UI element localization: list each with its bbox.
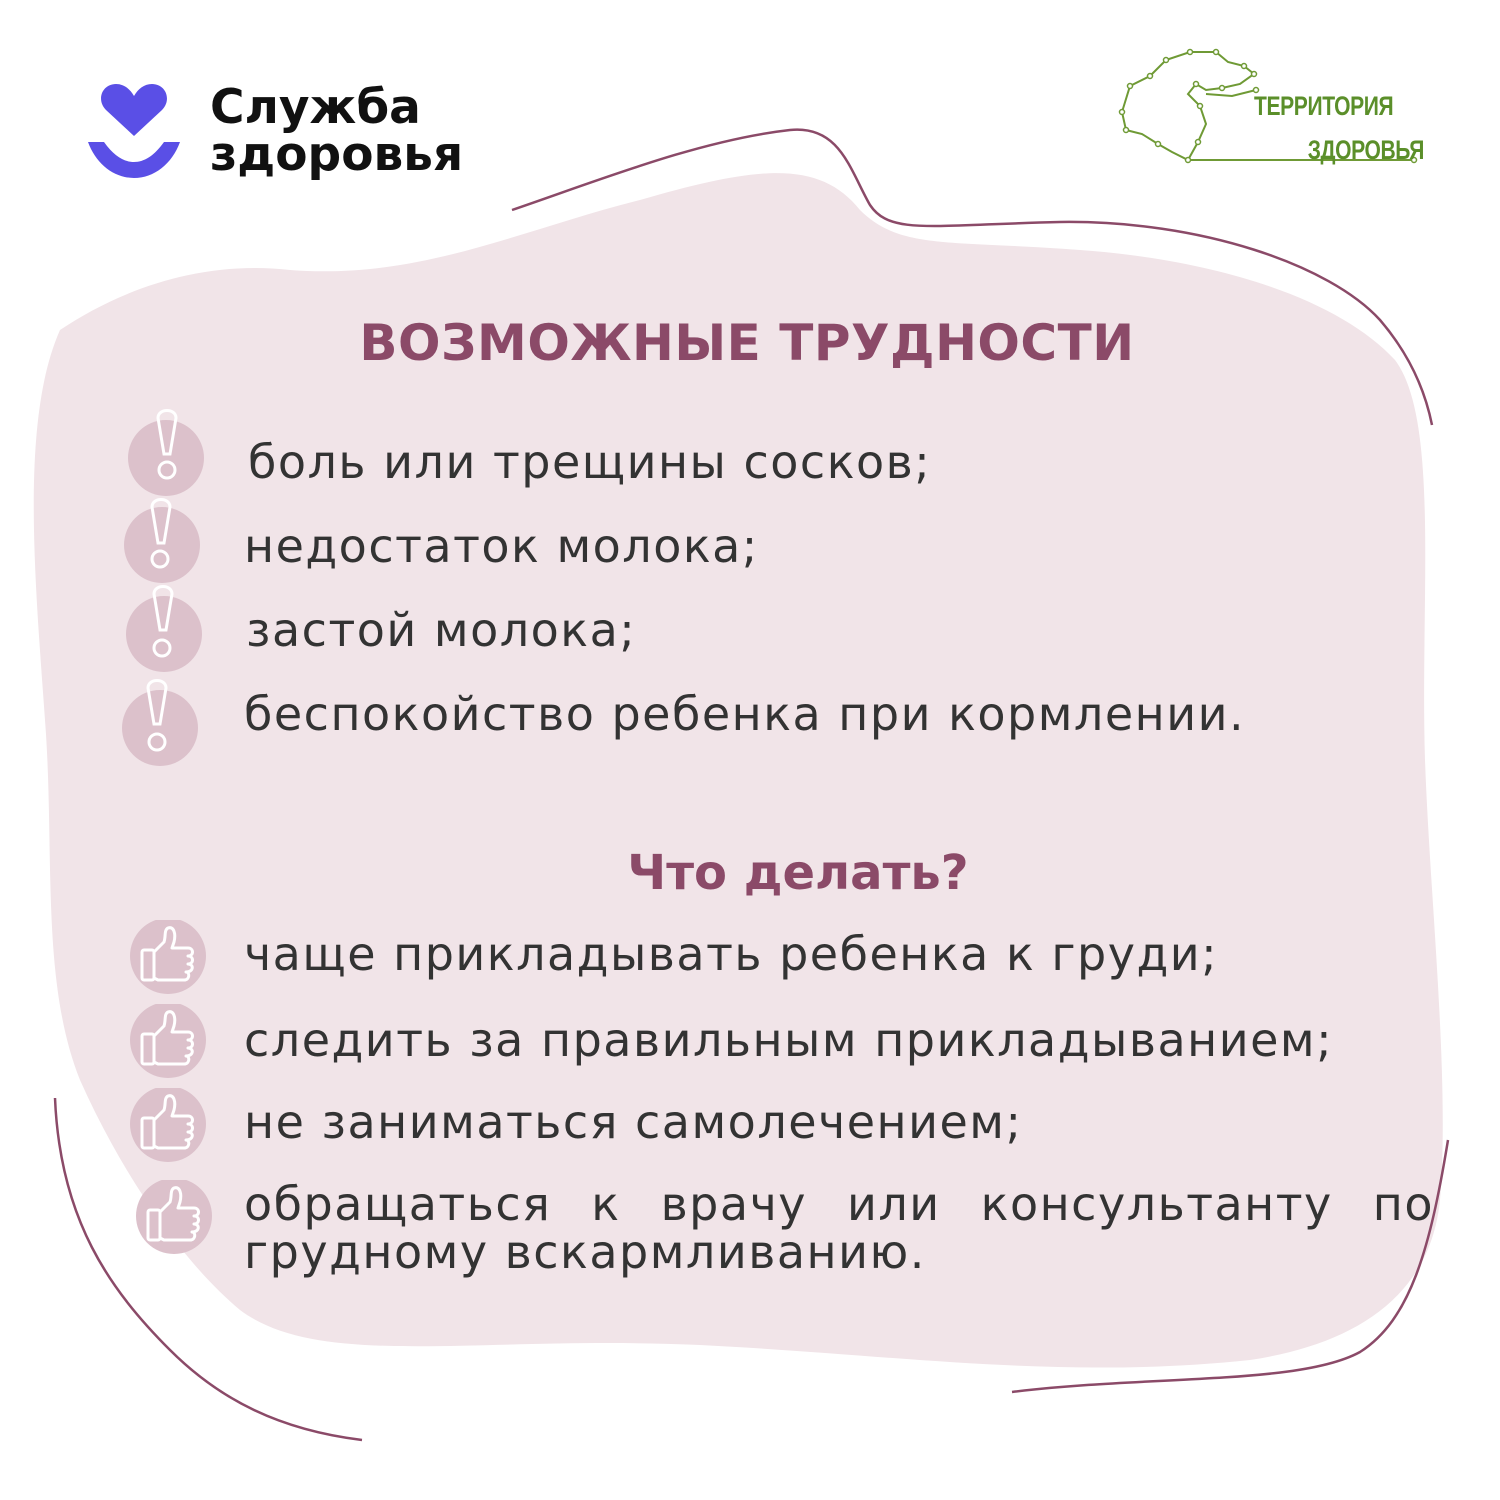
thumbs-up-icon xyxy=(128,920,220,1012)
list-item xyxy=(128,1004,1458,1094)
difficulty-text: беспокойство ребенка при кормлении. xyxy=(244,687,1246,741)
difficulties-title: ВОЗМОЖНЫЕ ТРУДНОСТИ xyxy=(359,314,1135,372)
what-to-do-title: Что делать? xyxy=(627,845,969,901)
action-text: следить за правильным прикладыванием; xyxy=(244,1013,1334,1067)
difficulty-text: боль или трещины сосков; xyxy=(248,435,932,489)
exclamation-icon xyxy=(120,495,212,587)
brand-right-name xyxy=(1254,84,1424,172)
heart-smile-logo-icon xyxy=(84,80,184,180)
list-item xyxy=(122,582,1452,672)
brand-left xyxy=(84,80,504,190)
list-item xyxy=(118,676,1448,766)
action-text: обращаться к врачу или консультанту по грудному вскармливанию. xyxy=(244,1177,1434,1279)
brand-right-name-line1: ТЕРРИТОРИЯ xyxy=(1254,91,1394,121)
brand-left-name xyxy=(210,80,464,182)
exclamation-icon xyxy=(122,582,214,674)
exclamation-icon xyxy=(124,406,216,498)
list-item xyxy=(128,1088,1458,1178)
list-item xyxy=(128,920,1458,1010)
difficulty-text: застой молока; xyxy=(246,603,637,657)
list-item xyxy=(134,1177,1464,1290)
brand-right-name-line2: ЗДОРОВЬЯ xyxy=(1307,135,1424,165)
brand-left-name-line1: Служба xyxy=(210,80,421,135)
thumbs-up-icon xyxy=(128,1004,220,1096)
list-item xyxy=(120,495,1450,585)
brand-right xyxy=(1114,44,1424,174)
action-text: не заниматься самолечением; xyxy=(244,1095,1023,1149)
list-item xyxy=(124,406,1454,496)
brand-left-name-line2: здоровья xyxy=(210,127,464,182)
action-text: чаще прикладывать ребенка к груди; xyxy=(244,927,1219,981)
thumbs-up-icon xyxy=(134,1180,226,1272)
thumbs-up-icon xyxy=(128,1088,220,1180)
exclamation-icon xyxy=(118,676,210,768)
difficulty-text: недостаток молока; xyxy=(244,519,759,573)
